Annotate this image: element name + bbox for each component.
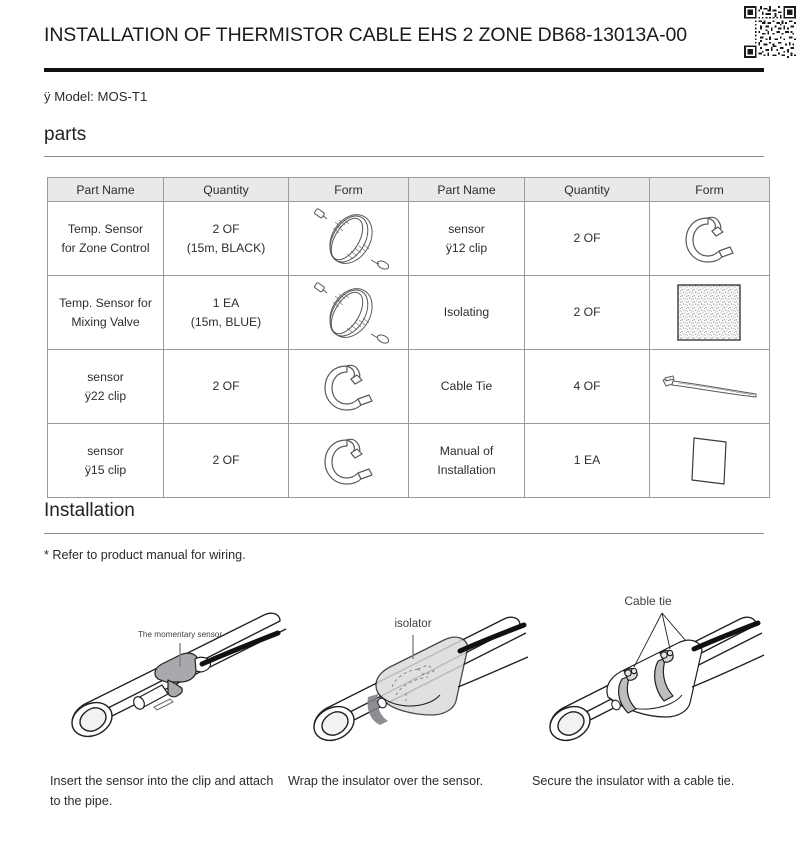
quantity-line: (15m, BLUE) xyxy=(190,314,262,329)
table-header-row xyxy=(48,178,770,202)
form-cell xyxy=(650,202,770,276)
form-cell xyxy=(650,424,770,498)
parts-section-divider xyxy=(44,156,764,157)
quantity-cell xyxy=(164,202,289,276)
coiled-cable-icon xyxy=(295,280,403,346)
step-caption-1: Insert the sensor into the clip and attach to the pipe. xyxy=(50,774,274,808)
step-caption-2: Wrap the insulator over the sensor. xyxy=(288,774,484,788)
part-name-cell xyxy=(48,202,164,276)
part-name-line: Mixing Valve xyxy=(71,314,140,329)
quantity-cell xyxy=(525,350,650,424)
part-name-line: Installation xyxy=(437,462,496,477)
sensor-clip-icon xyxy=(317,428,381,494)
column-header-quantity-left: Quantity xyxy=(164,178,289,202)
part-name-line: ÿ15 clip xyxy=(84,462,127,477)
quantity-cell xyxy=(525,202,650,276)
figure-label-2: isolator xyxy=(394,618,432,630)
document-header xyxy=(0,0,808,74)
part-name-cell xyxy=(48,276,164,350)
header-divider xyxy=(44,68,764,72)
installation-figure-step-1 xyxy=(50,575,295,765)
installation-figures xyxy=(44,575,768,765)
part-name-line: sensor xyxy=(87,443,124,458)
insulation-sheet-icon xyxy=(675,282,745,344)
quantity-line: 4 OF xyxy=(573,379,601,394)
part-name-line: Isolating xyxy=(443,305,490,320)
part-name-line: ÿ22 clip xyxy=(84,388,127,403)
quantity-cell xyxy=(164,350,289,424)
quantity-cell xyxy=(164,424,289,498)
quantity-line: 2 OF xyxy=(573,231,601,246)
quantity-line: 2 OF xyxy=(212,221,240,236)
column-header-form-right: Form xyxy=(650,178,770,202)
form-cell xyxy=(289,202,409,276)
part-name-line: Temp. Sensor for xyxy=(59,295,152,310)
column-header-form-left: Form xyxy=(289,178,409,202)
quantity-cell xyxy=(525,424,650,498)
table-row xyxy=(48,276,770,350)
page-title: INSTALLATION OF THERMISTOR CABLE EHS 2 ZONE DB68-13013A-00 xyxy=(44,24,687,46)
parts-section-heading: parts xyxy=(44,124,87,145)
sensor-clip-icon xyxy=(317,354,381,420)
table-row xyxy=(48,424,770,498)
column-header-quantity-right: Quantity xyxy=(525,178,650,202)
table-row xyxy=(48,350,770,424)
form-cell xyxy=(289,350,409,424)
form-cell xyxy=(289,424,409,498)
part-name-line: ÿ12 clip xyxy=(445,240,488,255)
quantity-line: 2 OF xyxy=(573,305,601,320)
part-name-cell xyxy=(409,202,525,276)
part-name-cell xyxy=(48,350,164,424)
quantity-line: 1 EA xyxy=(573,453,601,468)
qr-code-icon xyxy=(744,6,796,58)
parts-table xyxy=(47,177,770,498)
installation-figure-step-3 xyxy=(536,575,781,765)
form-cell xyxy=(650,350,770,424)
part-name-cell xyxy=(48,424,164,498)
part-name-line: Temp. Sensor xyxy=(67,221,144,236)
quantity-line: 2 OF xyxy=(212,453,240,468)
table-row xyxy=(48,202,770,276)
coiled-cable-icon xyxy=(295,206,403,272)
form-cell xyxy=(650,276,770,350)
quantity-line: 1 EA xyxy=(212,295,240,310)
column-header-part-name-left: Part Name xyxy=(48,178,164,202)
part-name-line: Manual of xyxy=(439,443,494,458)
part-name-line: Cable Tie xyxy=(440,379,493,394)
quantity-line: 2 OF xyxy=(212,379,240,394)
installation-captions xyxy=(44,772,768,822)
figure-label-3: Cable tie xyxy=(624,594,672,608)
figure-label-1: The momentary sensor xyxy=(137,630,223,639)
step-caption-3: Secure the insulator with a cable tie. xyxy=(532,774,735,788)
part-name-cell xyxy=(409,276,525,350)
part-name-line: for Zone Control xyxy=(61,240,150,255)
sensor-clip-icon xyxy=(678,206,742,272)
column-header-part-name-right: Part Name xyxy=(409,178,525,202)
part-name-cell xyxy=(409,424,525,498)
manual-sheet-icon xyxy=(682,430,738,492)
form-cell xyxy=(289,276,409,350)
model-line: ÿ Model: MOS-T1 xyxy=(44,89,148,104)
cable-tie-icon xyxy=(658,367,762,407)
installation-section-heading: Installation xyxy=(44,500,135,521)
part-name-cell xyxy=(409,350,525,424)
installation-section-divider xyxy=(44,533,764,534)
quantity-line: (15m, BLACK) xyxy=(186,240,266,255)
installation-figure-step-2 xyxy=(292,575,537,765)
quantity-cell xyxy=(164,276,289,350)
wiring-note: * Refer to product manual for wiring. xyxy=(44,548,246,562)
part-name-line: sensor xyxy=(448,221,485,236)
quantity-cell xyxy=(525,276,650,350)
part-name-line: sensor xyxy=(87,369,124,384)
